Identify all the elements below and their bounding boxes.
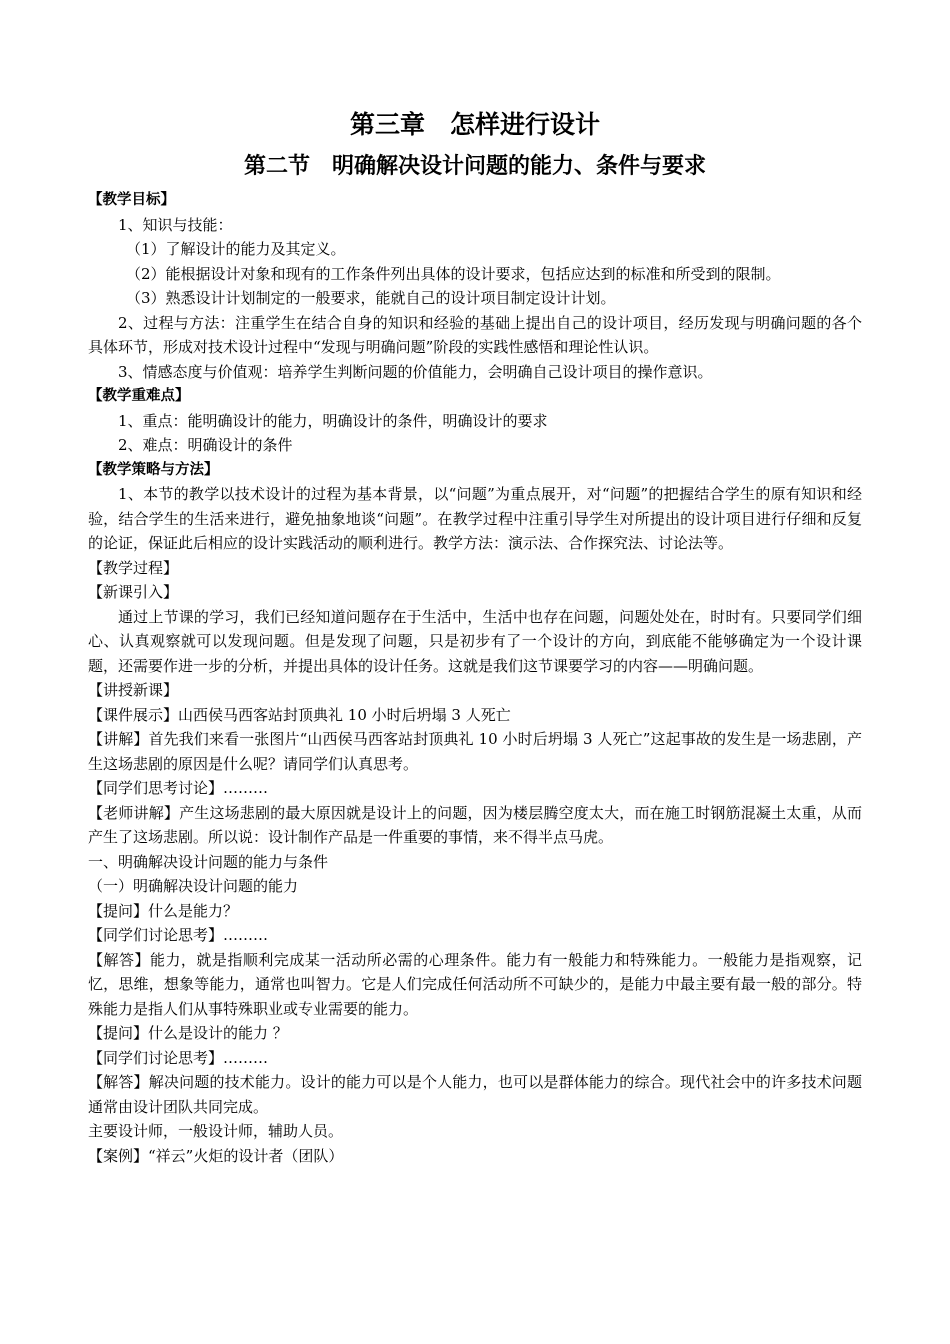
keypoint-key: 1、重点：能明确设计的能力，明确设计的条件，明确设计的要求 <box>118 411 548 430</box>
objective-emotion: 3、情感态度与价值观：培养学生判断问题的价值能力，会明确自己设计项目的操作意识。 <box>118 362 713 381</box>
section-1a-heading: （一）明确解决设计问题的能力 <box>88 877 299 895</box>
objectives-heading: 【教学目标】 <box>88 192 175 208</box>
section-title: 第二节 明确解决设计问题的能力、条件与要求 <box>243 154 706 179</box>
answer-2: 【解答】解决问题的技术能力。设计的能力可以是个人能力，也可以是群体能力的综合。现代社会中的许多技术问题通常由设计团队共同完成。 <box>88 1073 862 1116</box>
intro-heading: 【新课引入】 <box>88 583 179 601</box>
discuss-line-1: 【同学们思考讨论】……… <box>88 779 269 797</box>
section-1-heading: 一、明确解决设计问题的能力与条件 <box>88 852 329 871</box>
objective-knowledge: 1、知识与技能： <box>118 215 233 234</box>
discuss-line-3: 【同学们讨论思考】……… <box>88 1048 269 1067</box>
answer-1: 【解答】能力，就是指顺利完成某一活动所必需的心理条件。能力有一般能力和特殊能力。一般能力是指观察，记忆，思维，想象等能力，通常也叫智力。它是人们完成任何活动所不可缺少的，是能力中最主要有最一般的部分。特殊能力是指人们从事特殊职业或专业需要的能力。 <box>88 950 862 1018</box>
courseware-line: 【课件展示】山西侯马西客站封顶典礼 10 小时后坍塌 3 人死亡 <box>88 705 511 724</box>
keypoints-heading: 【教学重难点】 <box>88 388 190 404</box>
chapter-title: 第三章 怎样进行设计 <box>349 110 600 139</box>
objective-k1: （1）了解设计的能力及其定义。 <box>126 240 346 258</box>
objective-k3: （3）熟悉设计计划制定的一般要求，能就自己的设计项目制定设计计划。 <box>126 289 616 307</box>
question-2: 【提问】什么是设计的能力 ？ <box>88 1024 288 1042</box>
roles-line: 主要设计师，一般设计师，辅助人员。 <box>88 1122 344 1140</box>
lecture-heading: 【讲授新课】 <box>88 681 179 699</box>
strategy-heading: 【教学策略与方法】 <box>88 461 219 478</box>
explain-paragraph: 【讲解】首先我们来看一张图片“山西侯马西客站封顶典礼 10 小时后坍塌 3 人死亡”这起事故的发生是一场悲剧，产生这场悲剧的原因是什么呢？请同学们认真思考。 <box>88 730 862 773</box>
strategy-text: 1、本节的教学以技术设计的过程为基本背景，以“问题”为重点展开，对“问题”的把握结合学生的原有知识和经验，结合学生的生活来进行，避免抽象地谈“问题”。在教学过程中注重引导学生对所提出的设计项目进行仔细和反复的论证，保证此后相应的设计实践活动的顺利进行。教学方法：演示法、合作探究法、讨论法等。 <box>88 485 862 552</box>
case-line: 【案例】“祥云”火炬的设计者（团队） <box>88 1146 344 1165</box>
keypoint-difficult: 2、难点：明确设计的条件 <box>118 436 293 454</box>
process-heading: 【教学过程】 <box>88 558 179 577</box>
objective-k2: （2）能根据设计对象和现有的工作条件列出具体的设计要求，包括应达到的标准和所受到的限制。 <box>126 264 781 283</box>
question-1: 【提问】什么是能力？ <box>88 901 239 920</box>
discuss-line-2: 【同学们讨论思考】……… <box>88 926 269 944</box>
intro-text: 通过上节课的学习，我们已经知道问题存在于生活中，生活中也存在问题，问题处处在，时时有。只要同学们细心、认真观察就可以发现问题。但是发现了问题，只是初步有了一个设计的方向，到底能不能够确定为一个设计课题，还需要作进一步的分析，并提出具体的设计任务。这就是我们这节课要学习的内容——明确问题。 <box>88 607 862 675</box>
objective-process: 2、过程与方法：注重学生在结合自身的知识和经验的基础上提出自己的设计项目，经历发现与明确问题的各个具体环节，形成对技术设计过程中“发现与明确问题”阶段的实践性感悟和理论性认识。 <box>88 313 862 356</box>
teacher-paragraph: 【老师讲解】产生这场悲剧的最大原因就是设计上的问题，因为楼层腾空度太大，而在施工时钢筋混凝土太重，从而产生了这场悲剧。所以说：设计制作产品是一件重要的事情，来不得半点马虎。 <box>88 803 862 846</box>
